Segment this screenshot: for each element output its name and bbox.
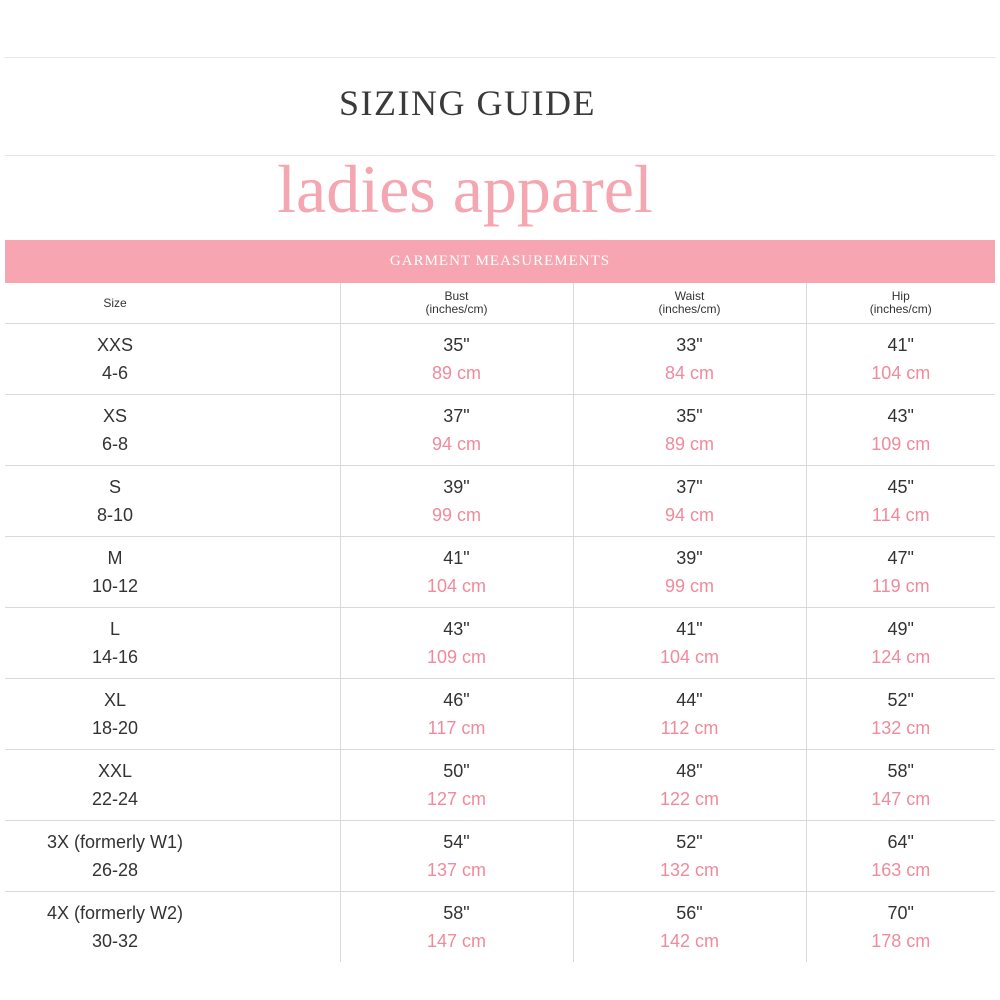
waist-cell xyxy=(573,466,806,537)
table-row xyxy=(5,679,995,750)
bust-cell xyxy=(340,324,573,395)
size-cell xyxy=(5,892,340,963)
size-label: XL xyxy=(103,690,127,710)
bust-cell xyxy=(340,537,573,608)
us-size-range: 30-32 xyxy=(91,931,139,951)
hip-cm: 104 cm xyxy=(871,363,931,383)
bust-cell xyxy=(340,395,573,466)
bust-inches: 50" xyxy=(443,761,470,781)
size-cell xyxy=(5,608,340,679)
waist-cm: 89 cm xyxy=(664,434,715,454)
column-header-waist: Waist (inches/cm) xyxy=(573,283,806,324)
bust-cell xyxy=(340,892,573,963)
bust-cm: 89 cm xyxy=(431,363,482,383)
size-cell xyxy=(5,537,340,608)
size-label: M xyxy=(107,548,123,568)
size-label: L xyxy=(109,619,120,639)
size-cell xyxy=(5,324,340,395)
bust-inches: 35" xyxy=(443,335,470,355)
waist-inches: 41" xyxy=(676,619,703,639)
hip-cm: 132 cm xyxy=(871,718,931,738)
table-row xyxy=(5,537,995,608)
size-label: XXS xyxy=(96,335,134,355)
waist-cm: 132 cm xyxy=(659,860,720,880)
hip-cm: 178 cm xyxy=(871,931,931,951)
hip-inches: 58" xyxy=(887,761,914,781)
size-label: 3X (formerly W1) xyxy=(46,832,183,852)
bust-cell xyxy=(340,608,573,679)
table-row xyxy=(5,608,995,679)
hip-cm: 114 cm xyxy=(871,505,930,525)
column-header-size: Size xyxy=(5,283,340,324)
hip-cell xyxy=(806,395,995,466)
hip-cm: 109 cm xyxy=(871,434,931,454)
bust-cm: 94 cm xyxy=(431,434,482,454)
size-label: 4X (formerly W2) xyxy=(46,903,183,923)
size-cell xyxy=(5,679,340,750)
bust-inches: 37" xyxy=(443,406,470,426)
bust-cell xyxy=(340,466,573,537)
size-cell xyxy=(5,466,340,537)
bust-inches: 43" xyxy=(443,619,470,639)
bust-cm: 117 cm xyxy=(427,718,486,738)
bust-cell xyxy=(340,821,573,892)
size-cell xyxy=(5,395,340,466)
hip-inches: 45" xyxy=(887,477,914,497)
bust-inches: 41" xyxy=(443,548,470,568)
waist-inches: 44" xyxy=(676,690,703,710)
waist-cm: 84 cm xyxy=(664,363,715,383)
table-header-row xyxy=(5,283,995,324)
hip-cell xyxy=(806,821,995,892)
bust-inches: 54" xyxy=(443,832,470,852)
waist-inches: 37" xyxy=(676,477,703,497)
hip-inches: 41" xyxy=(887,335,914,355)
size-cell xyxy=(5,821,340,892)
top-divider xyxy=(5,57,995,58)
hip-cell xyxy=(806,892,995,963)
us-size-range: 18-20 xyxy=(91,718,139,738)
size-label: XS xyxy=(102,406,127,426)
page-title: SIZING GUIDE xyxy=(339,83,596,123)
bust-cm: 109 cm xyxy=(426,647,487,667)
bust-cm: 137 cm xyxy=(426,860,487,880)
sizing-table xyxy=(5,283,995,962)
waist-cell xyxy=(573,537,806,608)
hip-inches: 52" xyxy=(887,690,914,710)
hip-inches: 43" xyxy=(887,406,914,426)
us-size-range: 26-28 xyxy=(91,860,139,880)
waist-cm: 142 cm xyxy=(659,931,720,951)
waist-inches: 35" xyxy=(676,406,703,426)
bust-cell xyxy=(340,679,573,750)
size-label: S xyxy=(108,477,121,497)
waist-cell xyxy=(573,750,806,821)
hip-cell xyxy=(806,679,995,750)
bust-inches: 46" xyxy=(443,690,470,710)
waist-cm: 104 cm xyxy=(659,647,720,667)
waist-cell xyxy=(573,679,806,750)
waist-inches: 48" xyxy=(676,761,703,781)
hip-cell xyxy=(806,537,995,608)
us-size-range: 6-8 xyxy=(101,434,128,454)
us-size-range: 4-6 xyxy=(101,363,128,383)
garment-measurements-banner: GARMENT MEASUREMENTS xyxy=(5,240,995,283)
waist-cell xyxy=(573,395,806,466)
bust-cm: 99 cm xyxy=(431,505,482,525)
bust-inches: 39" xyxy=(443,477,470,497)
waist-cell xyxy=(573,892,806,963)
table-row xyxy=(5,324,995,395)
hip-inches: 47" xyxy=(887,548,914,568)
hip-cm: 124 cm xyxy=(871,647,931,667)
hip-cm: 163 cm xyxy=(871,860,931,880)
waist-inches: 52" xyxy=(676,832,703,852)
waist-cm: 122 cm xyxy=(659,789,720,809)
waist-cell xyxy=(573,821,806,892)
hip-cell xyxy=(806,324,995,395)
hip-inches: 70" xyxy=(887,903,914,923)
us-size-range: 10-12 xyxy=(91,576,139,596)
hip-cell xyxy=(806,466,995,537)
waist-cell xyxy=(573,608,806,679)
hip-cm: 119 cm xyxy=(871,576,930,596)
table-row xyxy=(5,466,995,537)
waist-cell xyxy=(573,324,806,395)
table-row xyxy=(5,750,995,821)
us-size-range: 8-10 xyxy=(96,505,134,525)
table-row xyxy=(5,395,995,466)
hip-inches: 49" xyxy=(887,619,914,639)
hip-cm: 147 cm xyxy=(871,789,931,809)
column-header-hip: Hip (inches/cm) xyxy=(806,283,995,324)
table-row xyxy=(5,892,995,963)
table-row xyxy=(5,821,995,892)
size-label: XXL xyxy=(97,761,133,781)
column-header-bust: Bust (inches/cm) xyxy=(340,283,573,324)
hip-cell xyxy=(806,750,995,821)
hip-inches: 64" xyxy=(887,832,914,852)
page-subtitle: ladies apparel xyxy=(277,151,653,227)
bust-cm: 104 cm xyxy=(426,576,487,596)
bust-inches: 58" xyxy=(443,903,470,923)
waist-inches: 33" xyxy=(676,335,703,355)
waist-cm: 99 cm xyxy=(664,576,715,596)
bust-cm: 147 cm xyxy=(426,931,487,951)
bust-cm: 127 cm xyxy=(426,789,487,809)
bust-cell xyxy=(340,750,573,821)
waist-inches: 56" xyxy=(676,903,703,923)
size-cell xyxy=(5,750,340,821)
us-size-range: 14-16 xyxy=(91,647,139,667)
hip-cell xyxy=(806,608,995,679)
waist-cm: 94 cm xyxy=(664,505,715,525)
waist-inches: 39" xyxy=(676,548,703,568)
waist-cm: 112 cm xyxy=(660,718,719,738)
us-size-range: 22-24 xyxy=(91,789,139,809)
